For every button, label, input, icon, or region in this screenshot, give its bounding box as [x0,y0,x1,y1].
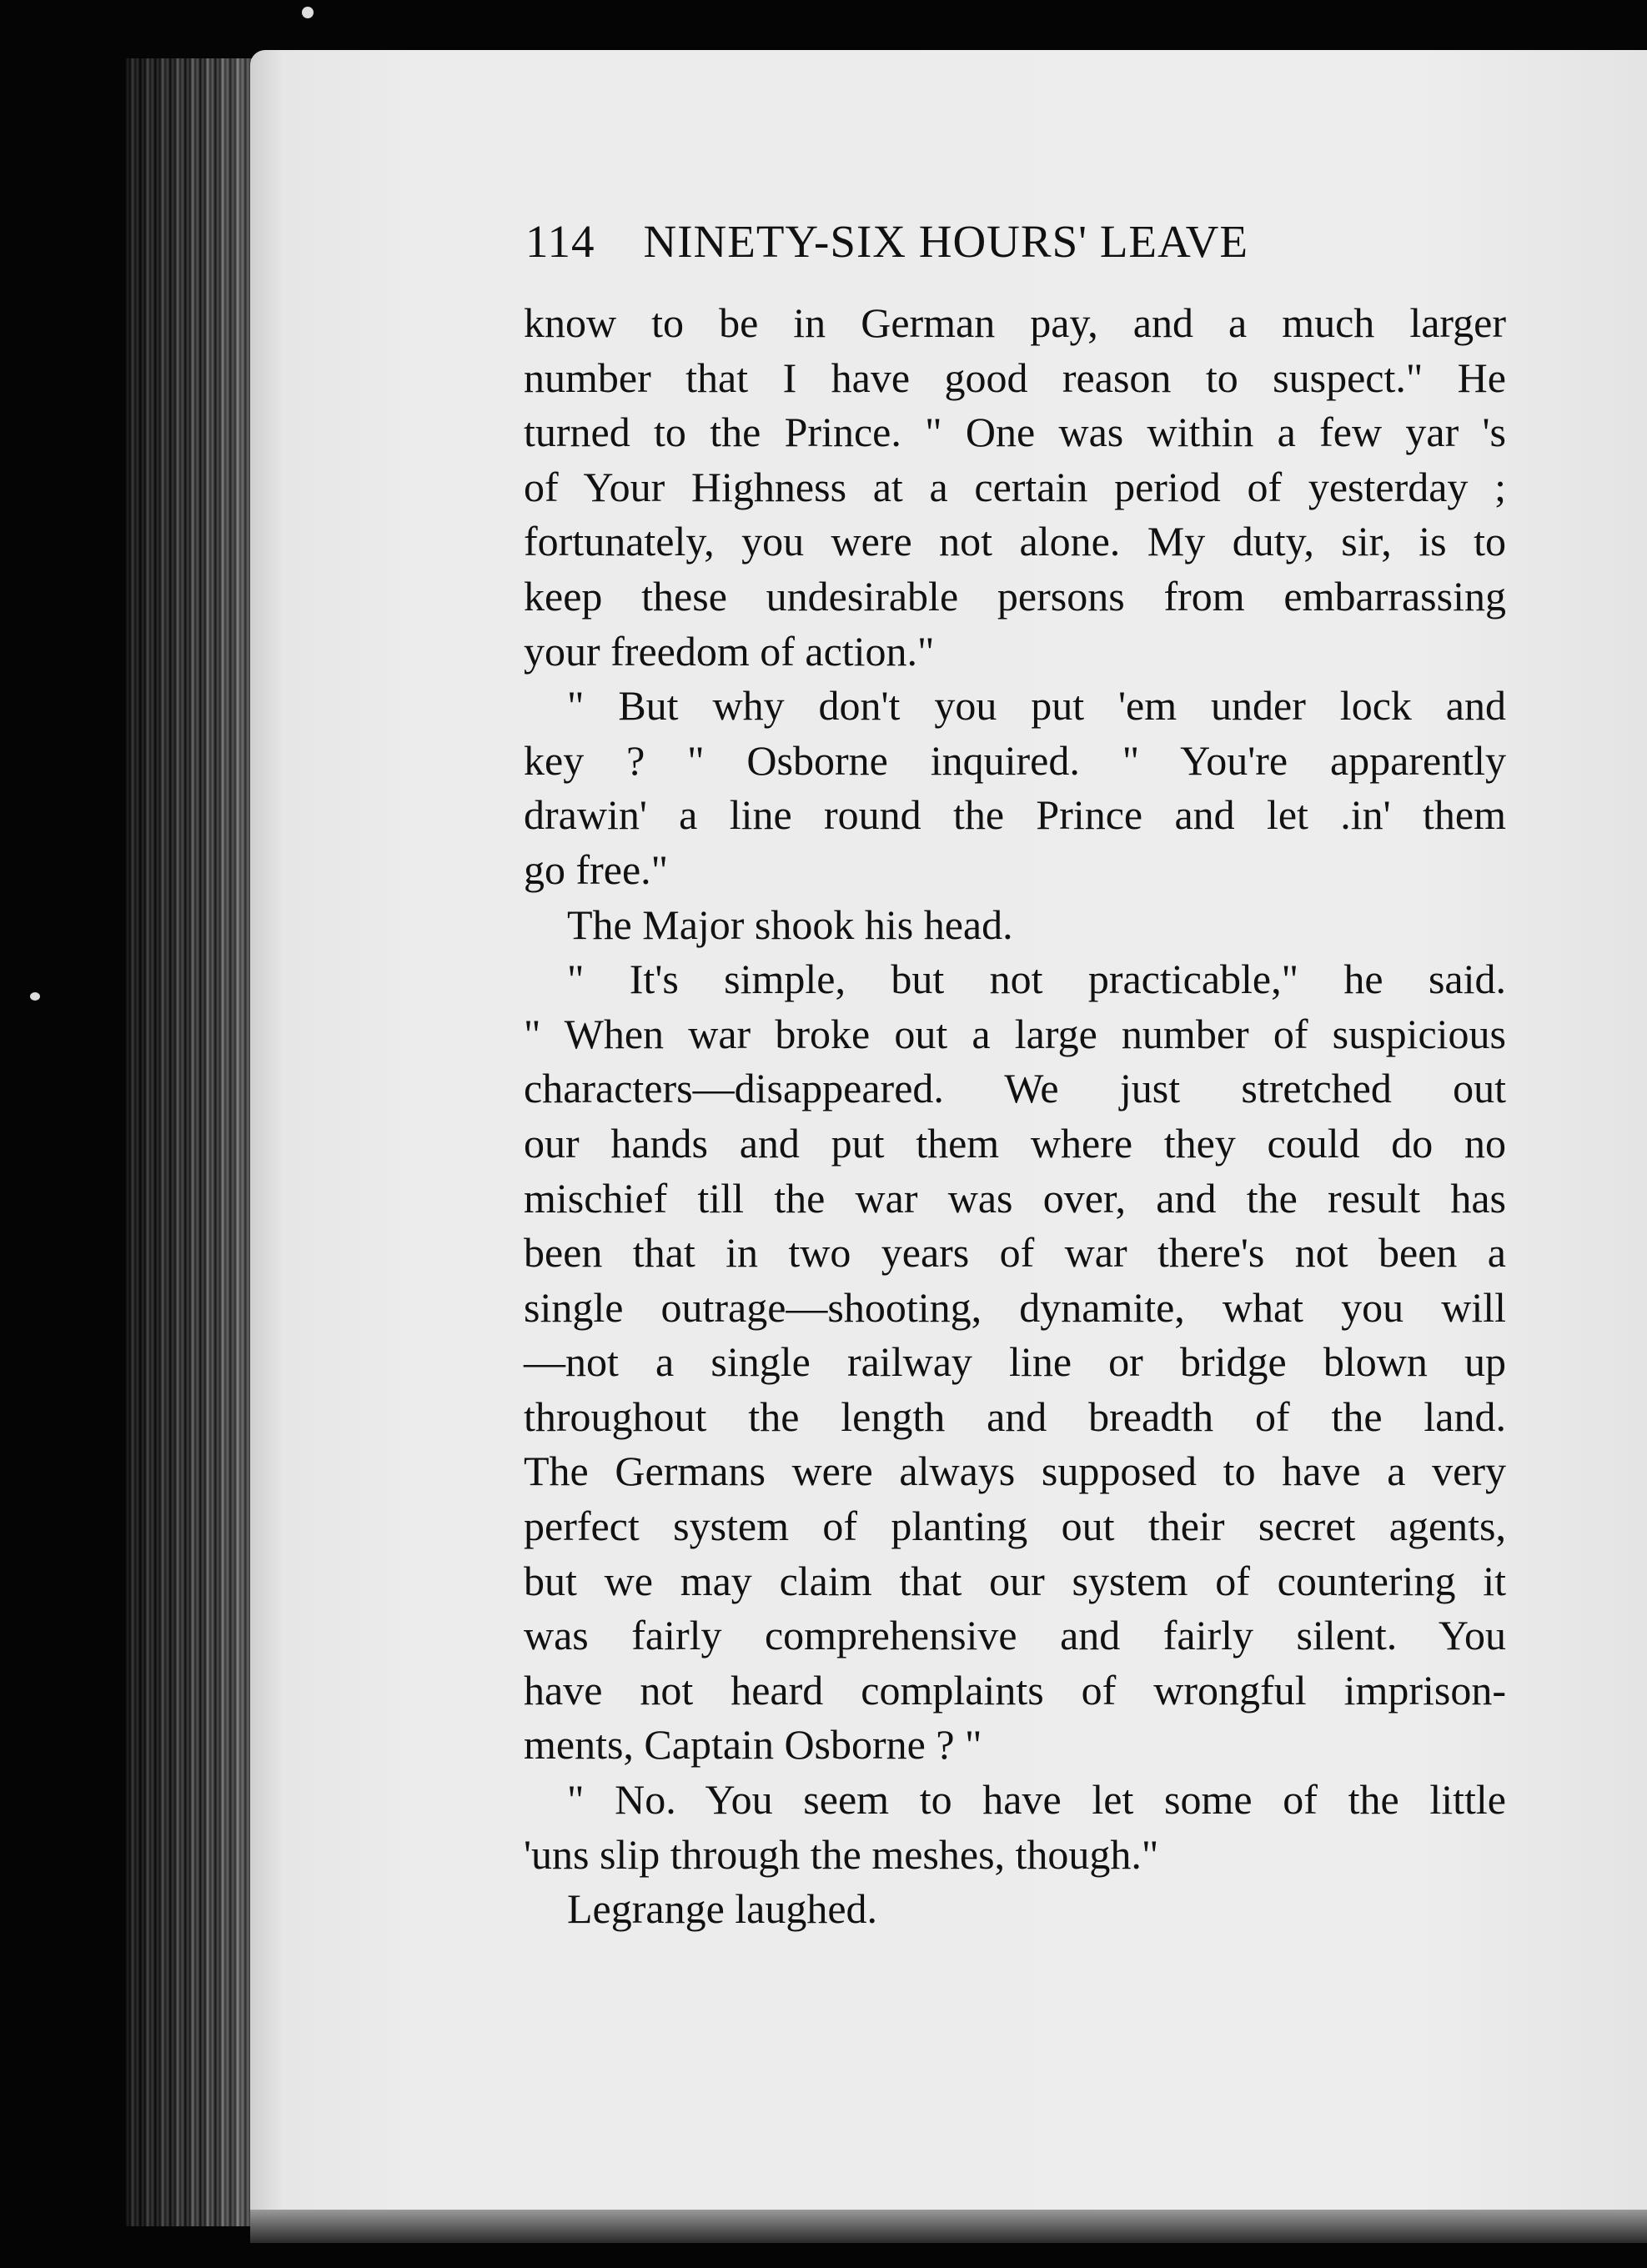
text-line: fortunately, you were not alone. My duty, sir, is to [524,518,1506,565]
text-line: " No. You seem to have let some of the little [567,1776,1506,1824]
text-line: The Germans were always supposed to have a very [524,1448,1506,1495]
running-header [525,215,1359,268]
text-line: of Your Highness at a certain period of yesterday ; [524,463,1506,510]
text-line: Legrange laughed. [567,1885,878,1933]
text-line: " It's simple, but not practicable," he said. [567,956,1506,1003]
body-text [524,296,1506,1937]
text-line: " When war broke out a large number of suspicious [524,1010,1506,1057]
dust-speck [302,7,314,18]
text-line: drawin' a line round the Prince and let .in' them [524,791,1506,839]
text-line: 'uns slip through the meshes, though." [524,1830,1159,1878]
text-line: —not a single railway line or bridge blown up [524,1338,1506,1386]
text-line: single outrage—shooting, dynamite, what you will [524,1283,1506,1331]
text-line: number that I have good reason to suspect." He [524,354,1506,401]
text-line: but we may claim that our system of countering it [524,1557,1506,1604]
text-line: perfect system of planting out their secret agents, [524,1503,1506,1550]
text-line: " But why don't you put 'em under lock and [567,682,1506,730]
text-line: mischief till the war was over, and the result has [524,1174,1506,1222]
text-line: go free." [524,845,669,893]
text-line: know to be in German pay, and a much larger [524,299,1506,346]
text-line: ments, Captain Osborne ? " [524,1721,982,1769]
text-line: have not heard complaints of wrongful imprison- [524,1666,1506,1714]
text-line: key ? " Osborne inquired. " You're apparently [524,736,1506,784]
book-page-edges [125,58,267,2226]
dust-speck [30,992,40,1001]
text-line: characters—disappeared. We just stretched out [524,1065,1506,1112]
text-line: been that in two years of war there's not been a [524,1229,1506,1277]
page-bottom-shadow [250,2210,1647,2243]
running-title: NINETY-SIX HOURS' LEAVE [643,216,1248,267]
text-line: keep these undesirable persons from embarrassing [524,572,1506,620]
text-line: was fairly comprehensive and fairly silent. You [524,1612,1506,1659]
text-line: The Major shook his head. [567,901,1013,948]
page-number: 114 [525,216,595,267]
text-line: your freedom of action." [524,627,935,675]
text-line: throughout the length and breadth of the land. [524,1392,1506,1440]
text-line: turned to the Prince. " One was within a few yar 's [524,409,1506,456]
text-line: our hands and put them where they could do no [524,1119,1506,1167]
